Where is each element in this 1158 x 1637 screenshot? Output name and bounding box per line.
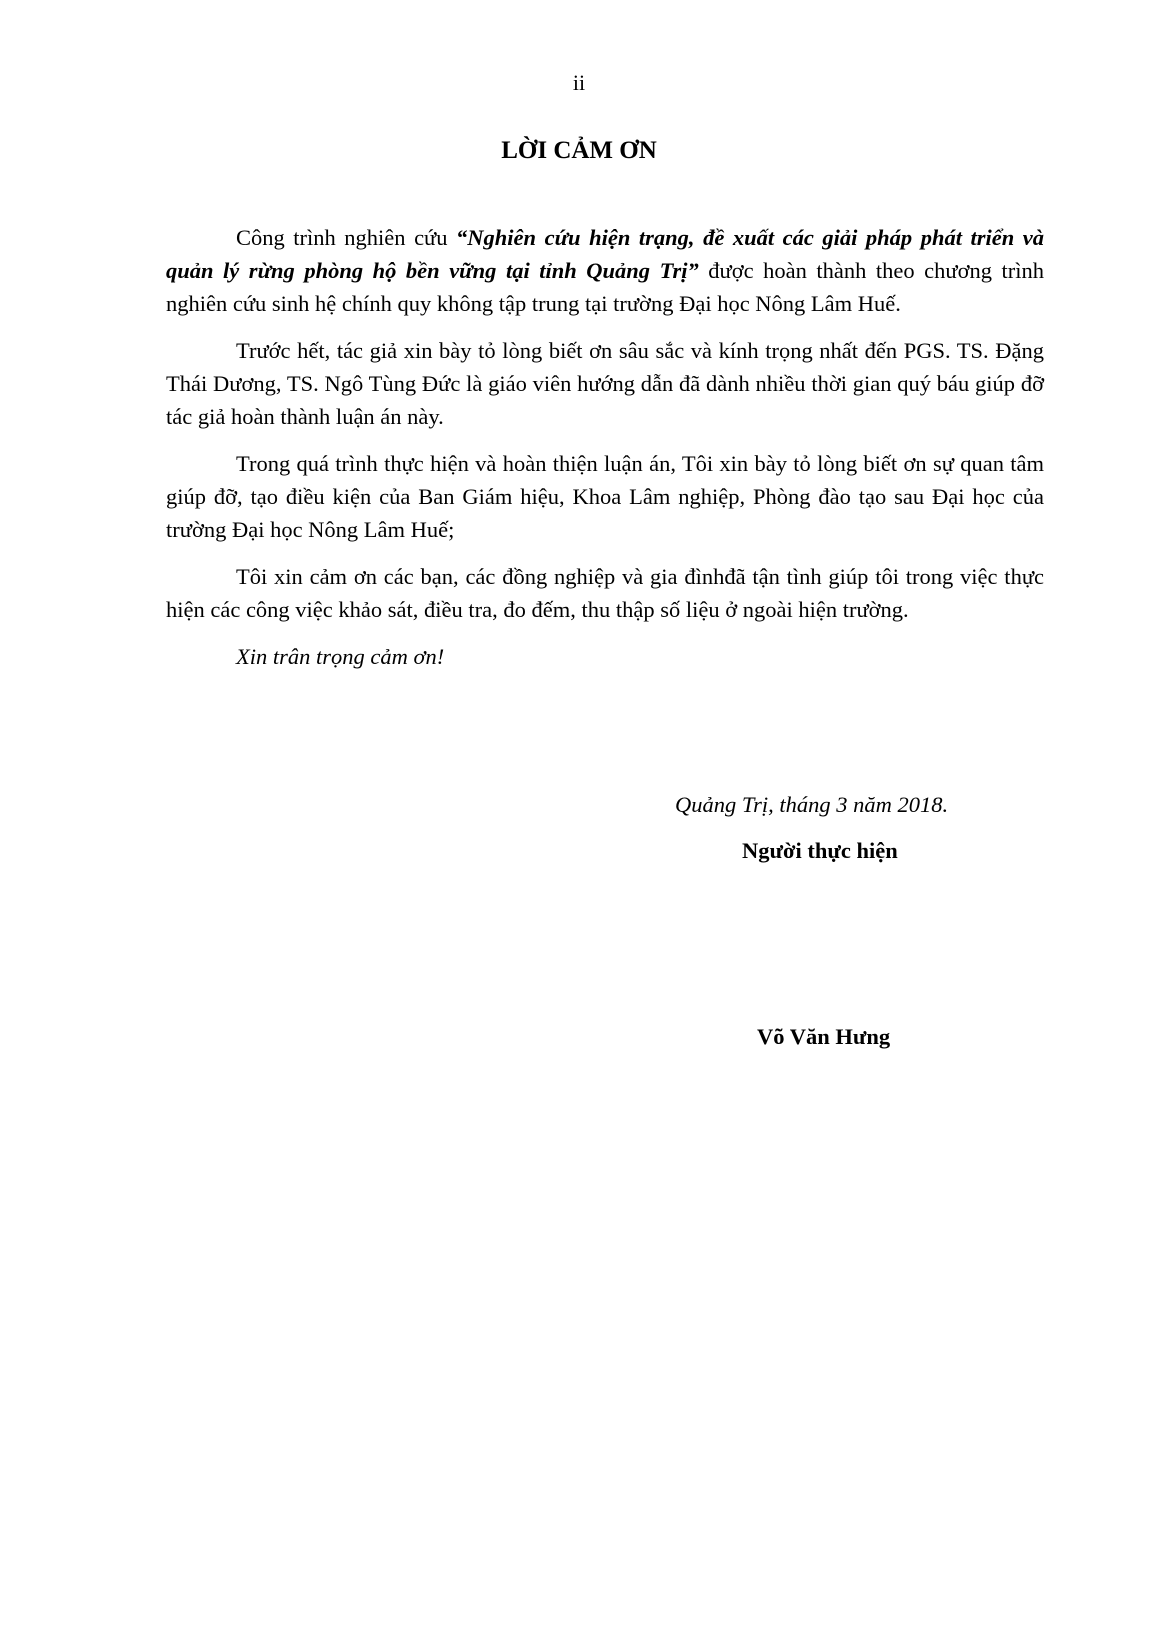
paragraph-2: Trước hết, tác giả xin bày tỏ lòng biết ơn sâu sắc và kính trọng nhất đến PGS. TS. Đặng Thái Dương, TS. Ngô Tùng Đức là giáo viên hướng dẫn đã dành nhiều thời gian quý báu giúp đỡ tác giả hoàn thành luận án này. — [166, 338, 1044, 429]
paragraph-1-tail: được hoàn thành theo chương trình nghiên cứu sinh hệ chính quy không tập trung tại trường Đại học Nông Lâm Huế. — [166, 258, 1044, 316]
thesis-title: “Nghiên cứu hiện trạng, đề xuất các giải pháp phát triển và quản lý rừng phòng hộ bền vững tại tỉnh Quảng Trị” — [166, 225, 1045, 283]
closing-thanks: Xin trân trọng cảm ơn! — [236, 644, 445, 669]
paragraph-1 — [166, 221, 1044, 320]
paragraph-1-lead: Công trình nghiên cứu — [236, 225, 457, 250]
paragraph-3: Trong quá trình thực hiện và hoàn thiện luận án, Tôi xin bày tỏ lòng biết ơn sự quan tâm giúp đỡ, tạo điều kiện của Ban Giám hiệu, Khoa Lâm nghiệp, Phòng đào tạo sau Đại học của trường Đại học Nông Lâm Huế; — [166, 451, 1044, 542]
page-title: LỜI CẢM ƠN — [501, 137, 657, 164]
signature-name: Võ Văn Hưng — [757, 1024, 891, 1049]
signature-place-date: Quảng Trị, tháng 3 năm 2018. — [675, 792, 949, 817]
page-number: ii — [572, 70, 586, 95]
paragraph-4: Tôi xin cảm ơn các bạn, các đồng nghiệp và gia đìnhđã tận tình giúp tôi trong việc thực hiện các công việc khảo sát, điều tra, đo đếm, thu thập số liệu ở ngoài hiện trường. — [166, 564, 1044, 622]
signature-role: Người thực hiện — [742, 838, 898, 863]
document-body — [166, 221, 1044, 673]
